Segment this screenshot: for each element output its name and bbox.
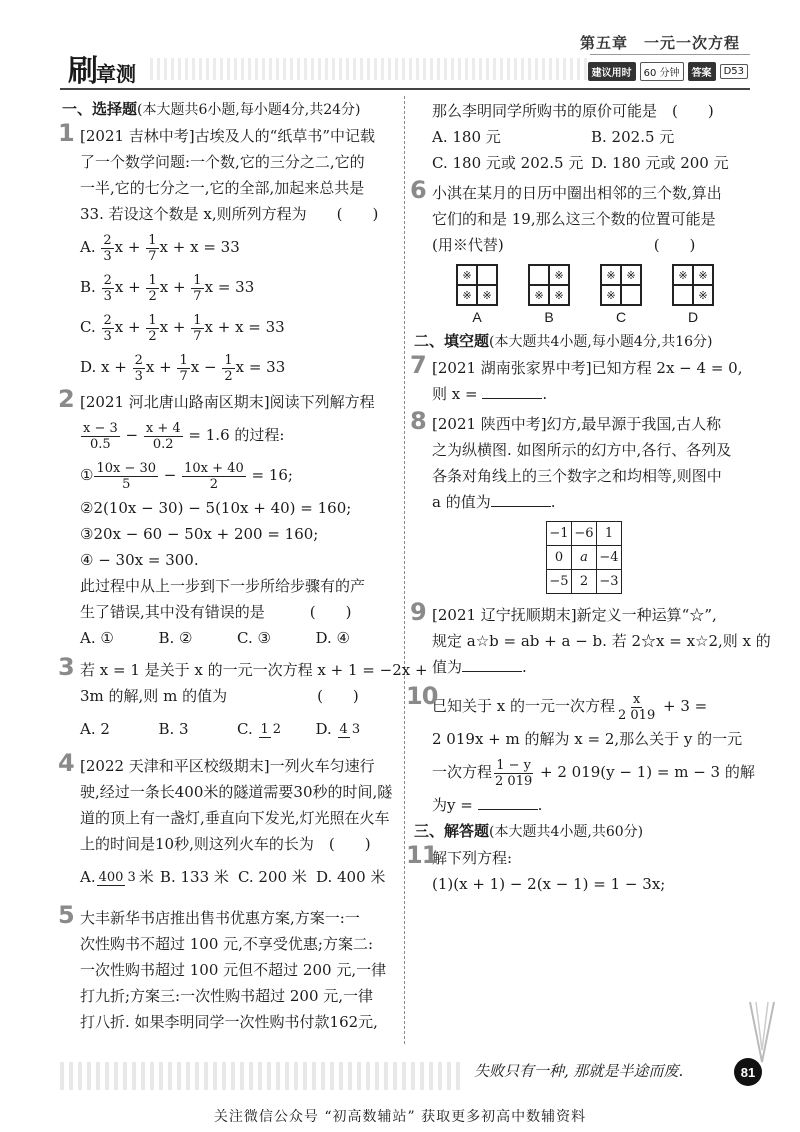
question-10: [406, 682, 755, 818]
answer-blank[interactable]: [478, 796, 538, 810]
answer-line: 则 x = .: [432, 385, 548, 403]
question-text-line: 若 x = 1 是关于 x 的一元一次方程 x + 1 = −2x +: [80, 661, 428, 679]
magic-square: [546, 521, 622, 594]
option-d[interactable]: D. 400 米: [315, 868, 386, 886]
question-5: [58, 901, 394, 1035]
option-a[interactable]: A. 180 元: [432, 128, 501, 146]
magic-cell: −3: [597, 570, 622, 594]
question-text-line: 3m 的解,则 m 的值为 ( ): [80, 687, 359, 705]
options-row: [432, 150, 750, 176]
question-text-line: 打九折;方案三:一次性购书超过 200 元,一律: [80, 987, 374, 1005]
chapter-title: 第五章 一元一次方程: [579, 34, 740, 52]
logo-main-char: 刷: [68, 54, 96, 89]
option-b[interactable]: B. 202.5 元: [591, 128, 675, 146]
magic-cell: 0: [547, 546, 572, 570]
right-column: [406, 98, 771, 897]
question-text-line: [2021 吉林中考]古埃及人的“纸草书”中记载: [80, 127, 375, 145]
column-divider: [404, 96, 405, 1044]
option-d[interactable]: D. x + $\frac{2}{3}$ x + $\frac{1}{7}$ x − $\frac{1}{2}$ x = 33: [80, 352, 286, 384]
page-number: 81: [734, 1058, 762, 1086]
answer-line: a 的值为 .: [432, 493, 556, 511]
option-label: D: [687, 309, 699, 325]
equation-line: $\frac{x - 3}{0.5}$ − $\frac{x + 4}{0.2}$ = 1.6 的过程:: [83, 420, 285, 452]
option-c[interactable]: C. 1 2: [237, 720, 282, 738]
option-c[interactable]: C. $\frac{2}{3}$ x + $\frac{1}{2}$ x + $\frac{1}{7}$ x + x = 33: [80, 312, 285, 344]
magic-cell: −6: [572, 522, 597, 546]
time-value-badge: 60 分钟: [640, 62, 684, 81]
question-11: [406, 841, 750, 897]
options-row: [80, 857, 394, 897]
question-text-line: [2021 陕西中考]幻方,最早源于我国,古人称: [432, 415, 722, 433]
question-text-line: 规定 a☆b = ab + a − b. 若 2☆x = x☆2,则 x 的: [432, 632, 771, 650]
question-4: [58, 749, 394, 897]
step-3: ③20x − 60 − 50x + 200 = 160;: [80, 525, 319, 543]
time-label-badge: 建议用时: [588, 62, 636, 81]
question-number: 1: [58, 119, 75, 147]
footer-motto: 失败只有一种, 那就是半途而废.: [474, 1062, 684, 1080]
question-number: 6: [410, 176, 427, 204]
logo-sub-text: 章测: [96, 62, 136, 86]
calendar-grid: ※ ※ ※: [528, 264, 570, 306]
question-number: 2: [58, 385, 75, 413]
question-text-line: 次性购书不超过 100 元,不享受优惠;方案二:: [80, 935, 374, 953]
question-2: [58, 385, 394, 651]
option-b[interactable]: B. 133 米: [159, 868, 229, 886]
question-text-line: 各条对角线上的三个数字之和均相等,则图中: [432, 467, 722, 485]
option-c[interactable]: [600, 264, 642, 324]
footer-promo: 关注微信公众号 “初高数辅站” 获取更多初高中数辅资料: [213, 1109, 587, 1125]
question-number: 9: [410, 598, 427, 626]
question-number: 11: [406, 841, 438, 869]
answer-blank[interactable]: [482, 385, 542, 399]
question-number: 8: [410, 407, 427, 435]
question-text-line: 生了错误,其中没有错误的是 ( ): [80, 603, 352, 621]
option-a[interactable]: [456, 264, 498, 324]
options-row: [432, 124, 750, 150]
magic-cell: −5: [547, 570, 572, 594]
question-text-line: 驶,经过一条长400米的隧道需要30秒的时间,隧: [80, 783, 393, 801]
section-logo: [68, 46, 136, 90]
step-1: ① $\frac{10x - 30}{5}$ − $\frac{10x + 40}{2}$ = 16;: [80, 460, 293, 492]
section-title-choice: 一、选择题(本大题共6小题,每小题4分,共24分): [62, 100, 361, 118]
option-c[interactable]: C. ③: [237, 629, 271, 647]
answer-blank[interactable]: [462, 658, 522, 672]
question-text-line: 那么李明同学所购书的原价可能是 ( ): [432, 102, 714, 120]
option-a[interactable]: A. 2: [80, 720, 110, 738]
answer-line: 值为 .: [432, 658, 527, 676]
calendar-grid: ※ ※ ※: [600, 264, 642, 306]
option-a[interactable]: A. ①: [80, 629, 114, 647]
magic-cell: 2: [572, 570, 597, 594]
calendar-grid: ※ ※ ※: [672, 264, 714, 306]
answer-line: 为y = .: [432, 796, 543, 814]
question-text-line: 2 019x + m 的解为 x = 2,那么关于 y 的一元: [432, 730, 743, 748]
option-label: A: [472, 309, 482, 325]
question-text-line: 了一个数学问题:一个数,它的三分之二,它的: [80, 153, 365, 171]
question-5-continued: [416, 98, 750, 176]
question-text-line: 一次方程 $\frac{1 - y}{2 019}$ + 2 019(y − 1) = m − 3 的解: [432, 757, 755, 789]
option-a[interactable]: A. $\frac{2}{3}$ x + $\frac{1}{7}$ x + x = 33: [80, 232, 240, 264]
question-text-line: 一次性购书超过 100 元但不超过 200 元,一律: [80, 961, 387, 979]
step-4: ④ − 30x = 300.: [80, 551, 199, 569]
question-text-line: 大丰新华书店推出售书优惠方案,方案一:一: [80, 909, 360, 927]
question-text-line: 小淇在某月的日历中圈出相邻的三个数,算出: [432, 184, 722, 202]
option-b[interactable]: B. 3: [158, 720, 189, 738]
option-c[interactable]: C. 200 米: [237, 868, 307, 886]
question-text-line: 道的顶上有一盏灯,垂直向下发光,灯光照在火车: [80, 809, 390, 827]
header-divider: [60, 88, 750, 90]
calendar-grid: ※ ※ ※: [456, 264, 498, 306]
question-number: 7: [410, 351, 427, 379]
footer-decorative-band: [60, 1062, 460, 1090]
options-row: [80, 625, 394, 651]
chapter-rule: [590, 54, 750, 55]
question-text-line: [2021 辽宁抚顺期末]新定义一种运算“☆”,: [432, 606, 717, 624]
decorative-band: [150, 58, 590, 80]
calendar-options: [456, 264, 750, 324]
option-d[interactable]: D. ④: [315, 629, 350, 647]
option-d[interactable]: [672, 264, 714, 324]
answer-label-badge: 答案: [688, 62, 716, 81]
question-6: [410, 176, 750, 325]
question-number: 10: [406, 682, 438, 710]
question-text-line: 它们的和是 19,那么这三个数的位置可能是: [432, 210, 716, 228]
answer-blank[interactable]: [491, 493, 551, 507]
option-d[interactable]: D. 4 3: [315, 720, 361, 738]
option-b[interactable]: [528, 264, 570, 324]
step-2: ②2(10x − 30) − 5(10x + 40) = 160;: [80, 499, 352, 517]
magic-cell: 1: [597, 522, 622, 546]
page-header: [0, 0, 800, 92]
option-d[interactable]: D. 180 元或 200 元: [591, 154, 729, 172]
question-text-line: [2022 天津和平区校级期末]一列火车匀速行: [80, 757, 375, 775]
question-text-line: 上的时间是10秒,则这列火车的长为 ( ): [80, 835, 371, 853]
magic-cell: −4: [597, 546, 622, 570]
question-7: [410, 351, 750, 407]
question-text-line: (1)(x + 1) − 2(x − 1) = 1 − 3x;: [432, 875, 666, 893]
option-c[interactable]: C. 180 元或 202.5 元: [432, 154, 584, 172]
section-title-solve: 三、解答题(本大题共4小题,共60分): [414, 822, 644, 840]
question-number: 5: [58, 901, 75, 929]
time-badges: [588, 62, 748, 81]
options-row: [80, 709, 394, 749]
question-9: [410, 598, 771, 680]
question-8: [410, 407, 750, 594]
question-text-line: 此过程中从上一步到下一步所给步骤有的产: [80, 577, 366, 595]
option-label: B: [544, 309, 554, 325]
option-b[interactable]: B. $\frac{2}{3}$ x + $\frac{1}{2}$ x + $\frac{1}{7}$ x = 33: [80, 272, 255, 304]
magic-cell: a: [572, 546, 597, 570]
question-text-line: 一半,它的七分之一,它的全部,加起来总共是: [80, 179, 365, 197]
question-number: 3: [58, 653, 75, 681]
magic-cell: −1: [547, 522, 572, 546]
question-text-line: [2021 河北唐山路南区期末]阅读下列解方程: [80, 393, 375, 411]
option-a[interactable]: A. 400 3 米: [80, 868, 154, 886]
question-number: 4: [58, 749, 75, 777]
question-text-line: (用※代替) ( ): [432, 236, 696, 254]
question-text-line: 33. 若设这个数是 x,则所列方程为 ( ): [80, 205, 379, 223]
option-b[interactable]: B. ②: [158, 629, 193, 647]
question-1: [58, 119, 394, 387]
option-label: C: [615, 309, 627, 325]
question-text-line: 解下列方程:: [432, 849, 513, 867]
question-text-line: 已知关于 x 的一元一次方程 $\frac{x}{2 019}$ + 3 =: [432, 691, 708, 723]
section-title-fill: 二、填空题(本大题共4小题,每小题4分,共16分): [414, 332, 713, 350]
question-text-line: 之为纵横图. 如图所示的幻方中,各行、各列及: [432, 441, 732, 459]
question-text-line: [2021 湖南张家界中考]已知方程 2x − 4 = 0,: [432, 359, 743, 377]
question-text-line: 打八折. 如果李明同学一次性购书付款162元,: [80, 1013, 378, 1031]
answer-page-badge: D53: [720, 64, 748, 79]
